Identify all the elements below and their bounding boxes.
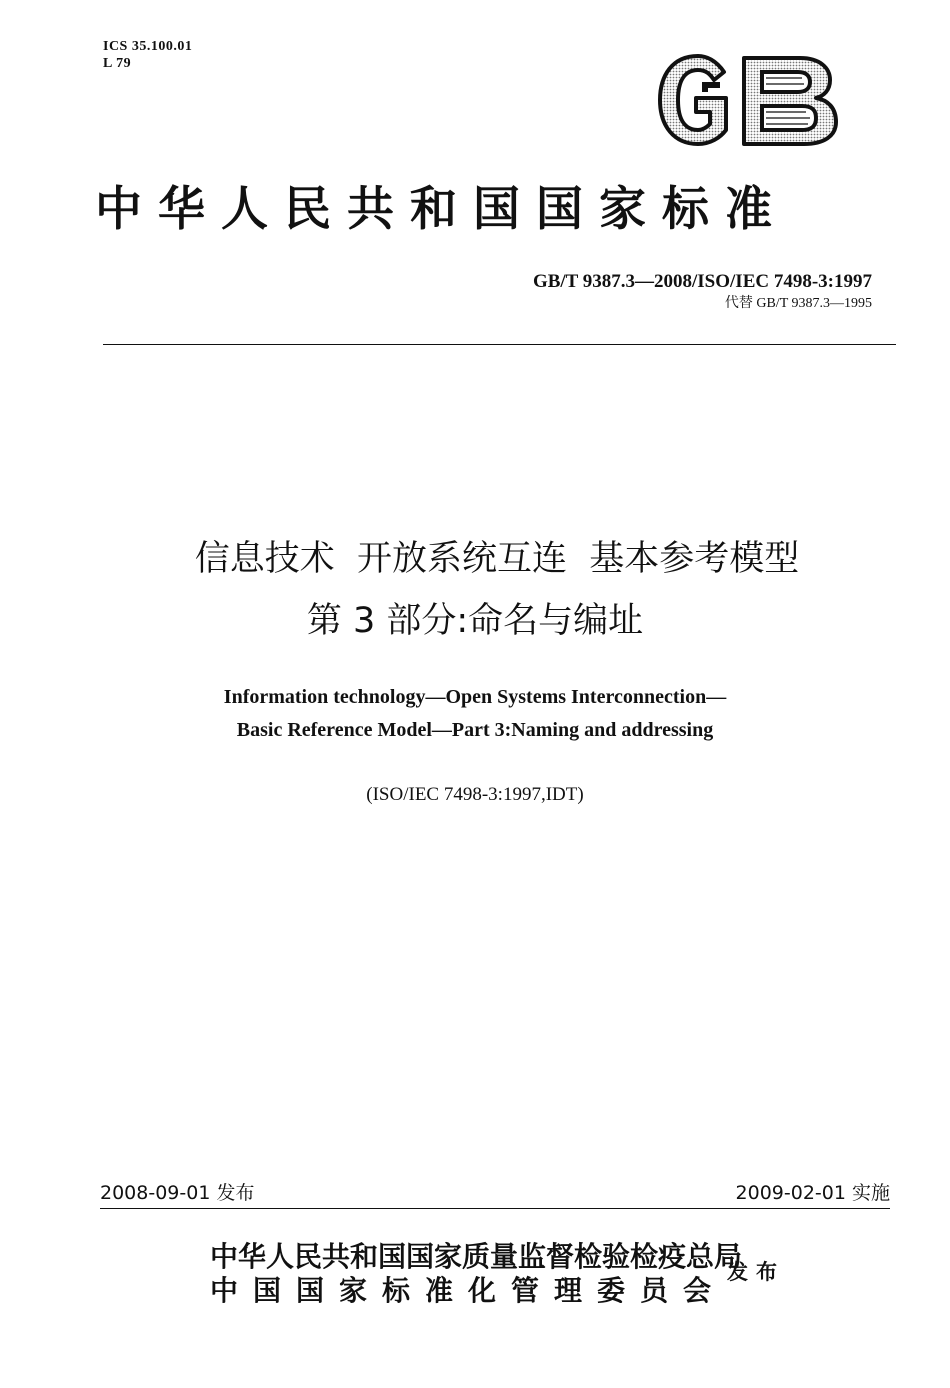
equivalence-statement: (ISO/IEC 7498-3:1997,IDT): [366, 784, 584, 805]
ccs-code: L 79: [103, 56, 132, 71]
issuer-aqsiq: 中华人民共和国国家质量监督检验检疫总局: [210, 1240, 743, 1273]
chinese-title-line-2: 第 3 部分:命名与编址: [306, 601, 644, 641]
issuing-authorities: [210, 1240, 742, 1308]
standard-number: GB/T 9387.3—2008/ISO/IEC 7498-3:1997: [532, 271, 872, 292]
ics-code: ICS 35.100.01: [103, 39, 193, 54]
english-title-line-2: Basic Reference Model—Part 3:Naming and addressing: [236, 719, 714, 741]
standard-category-title: 中华人民共和国国家标准: [95, 182, 788, 237]
issuer-sac: 中国国家标准化管理委员会: [210, 1274, 727, 1307]
chinese-title-line-1: 信息技术 开放系统互连 基本参考模型: [194, 539, 800, 579]
classification-codes: [103, 38, 192, 72]
issue-date: 2008-09-01 发布: [100, 1182, 255, 1204]
gb-logo-icon: [654, 52, 842, 148]
issue-action: 发布: [727, 1259, 785, 1284]
english-title-line-1: Information technology—Open Systems Interconnection—: [223, 686, 727, 708]
header-divider: [103, 344, 896, 345]
replaces-standard: 代替 GB/T 9387.3—1995: [724, 296, 872, 311]
implementation-date: 2009-02-01 实施: [735, 1182, 890, 1204]
footer-divider: [100, 1208, 890, 1209]
